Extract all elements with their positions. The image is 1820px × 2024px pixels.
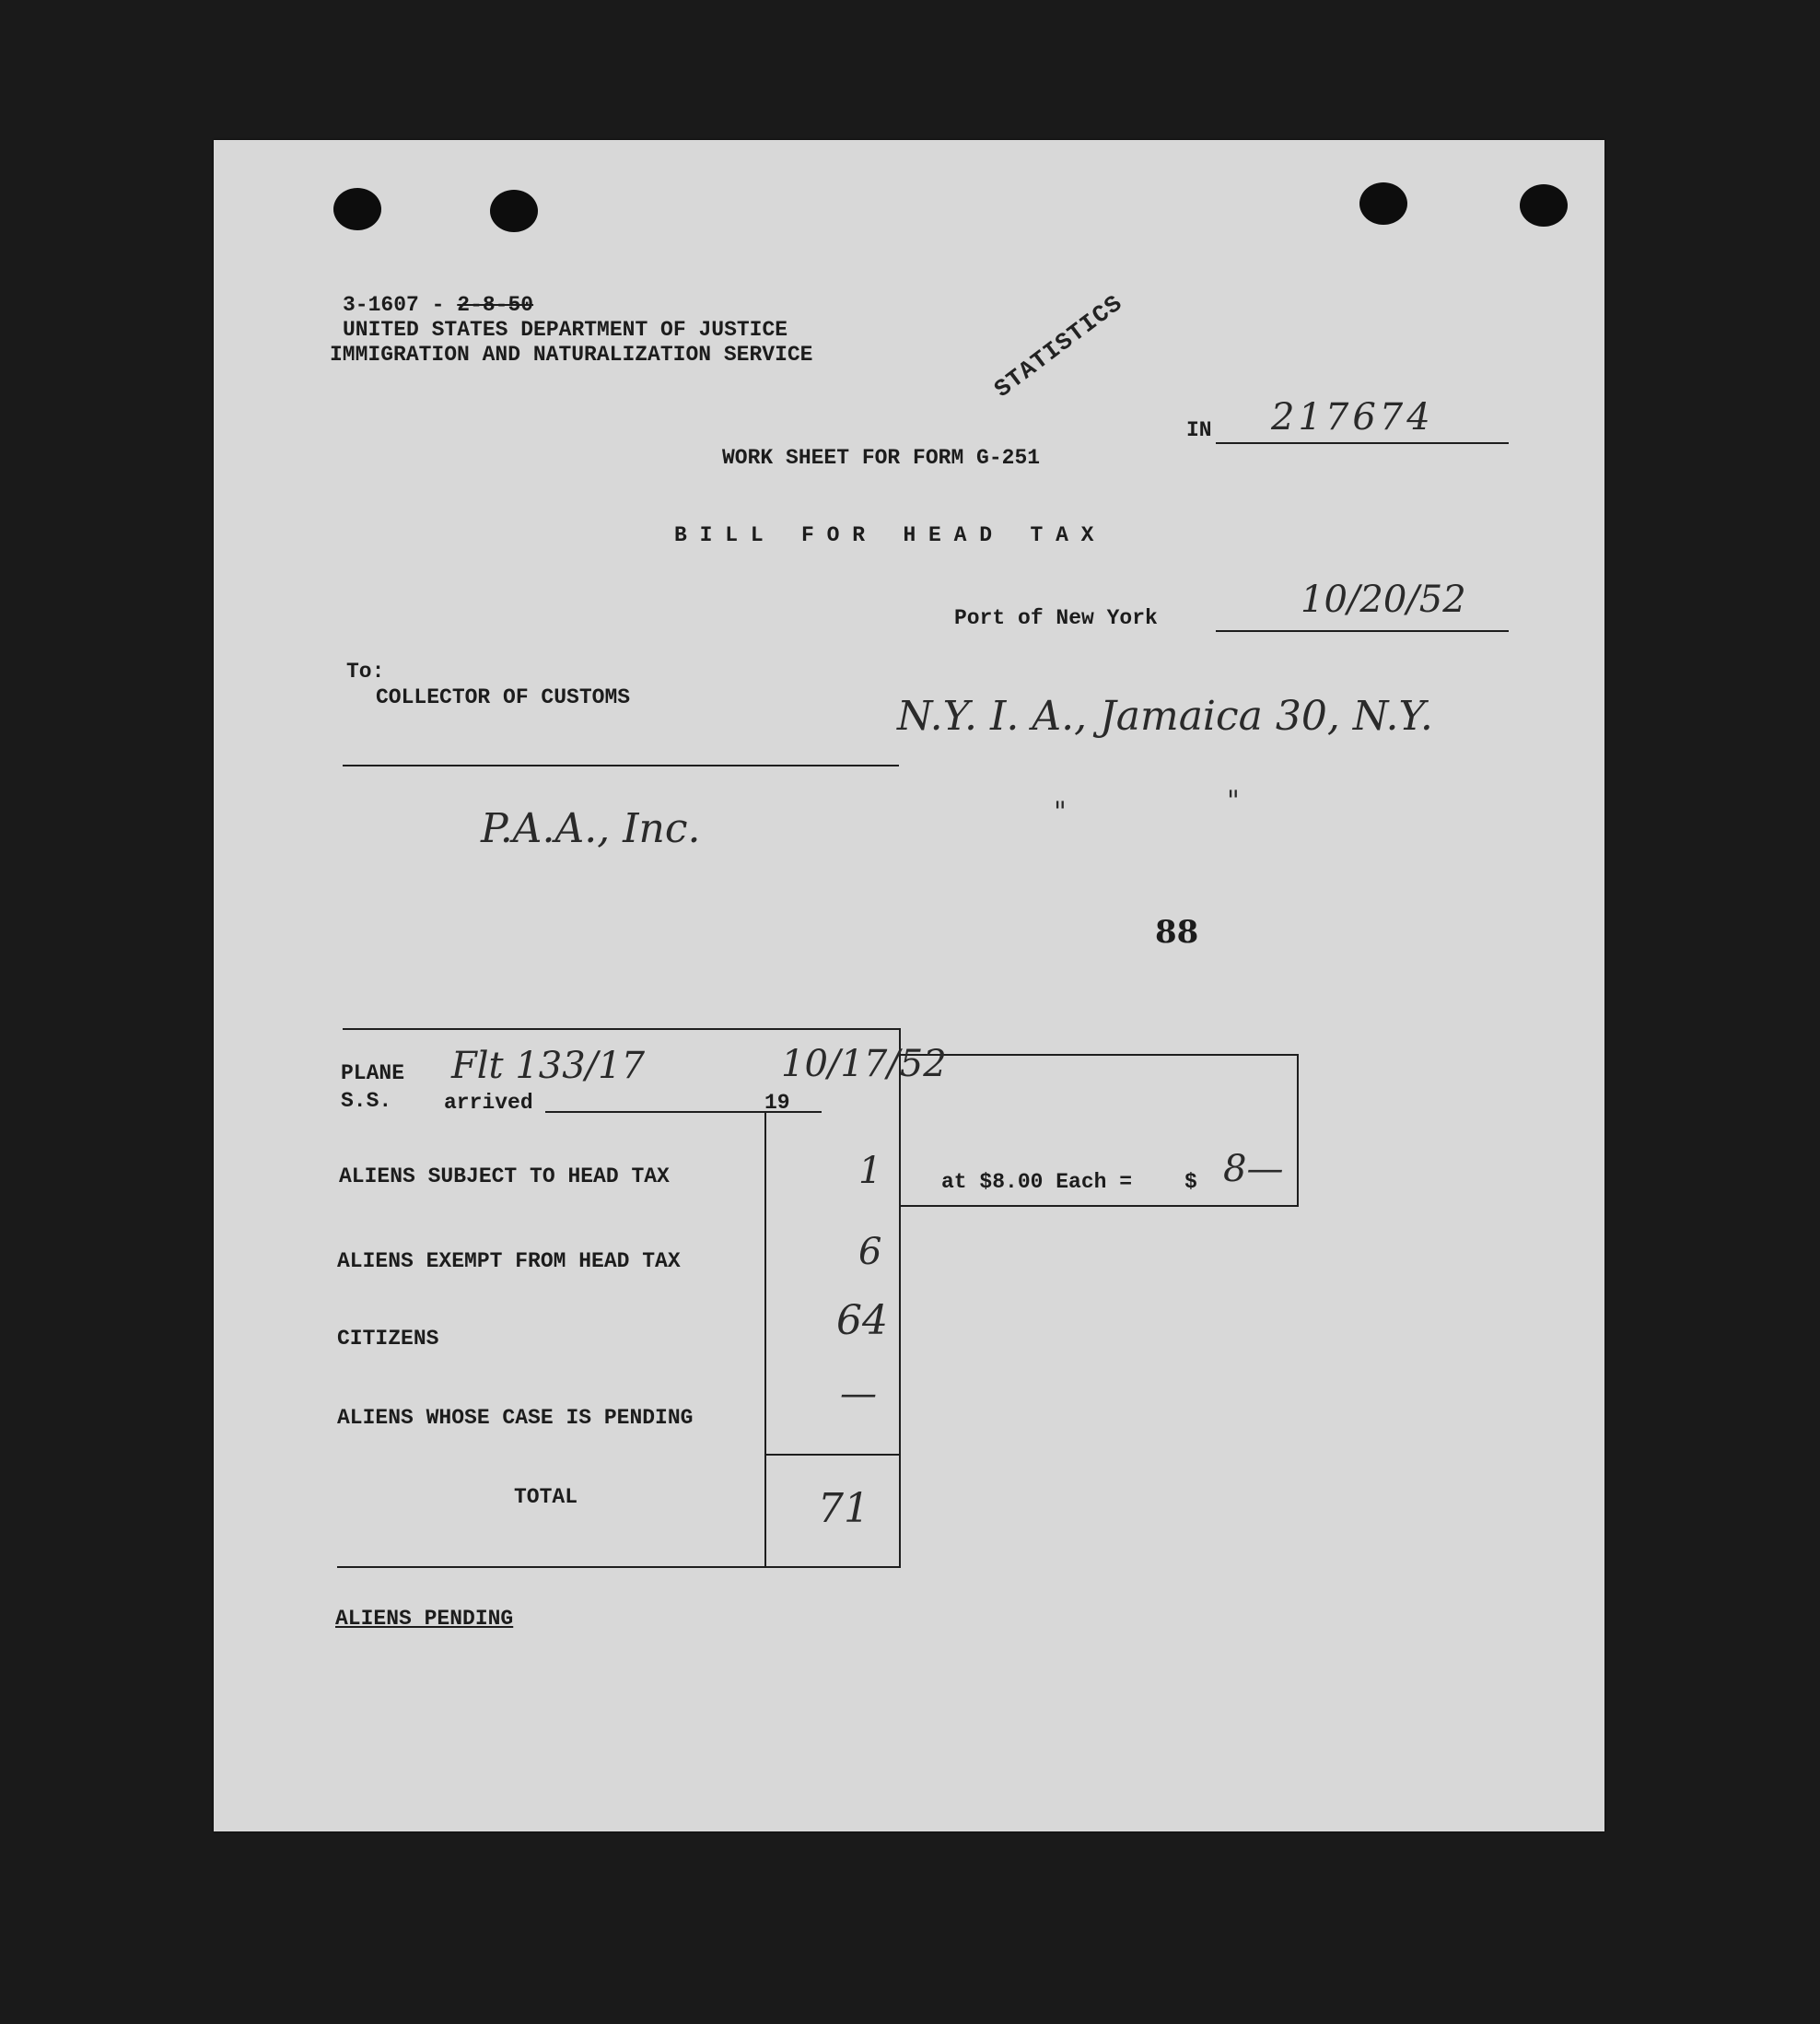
service-name: IMMIGRATION AND NATURALIZATION SERVICE	[330, 343, 813, 367]
in-number: 217674	[1271, 396, 1434, 439]
ss-label: S.S.	[341, 1089, 392, 1113]
recipient-location: N.Y. I. A., Jamaica 30, N.Y.	[897, 693, 1433, 740]
rate-box-right	[1297, 1054, 1299, 1207]
total-value: 71	[818, 1485, 869, 1532]
ditto-mark: "	[1227, 785, 1240, 817]
ditto-mark: "	[1054, 796, 1067, 828]
form-date: 2-8-50	[457, 293, 534, 317]
rate-currency: $	[1184, 1170, 1197, 1194]
port-date: 10/20/52	[1301, 579, 1466, 621]
in-label: IN	[1186, 418, 1212, 442]
form-number: 3-1607 - 2-8-50	[343, 293, 534, 317]
subject-value: 1	[858, 1150, 882, 1192]
punch-hole	[1359, 182, 1407, 225]
flight-number: Flt 133/17	[451, 1045, 646, 1087]
form-title: WORK SHEET FOR FORM G-251	[722, 446, 1041, 470]
arrival-date: 10/17/52	[781, 1043, 947, 1085]
department-name: UNITED STATES DEPARTMENT OF JUSTICE	[343, 318, 788, 342]
punch-hole	[490, 190, 538, 232]
value-column-border	[764, 1111, 766, 1568]
in-number-underline	[1216, 442, 1509, 444]
rate-box-top	[901, 1054, 1299, 1056]
port-label: Port of New York	[954, 606, 1158, 630]
document-page	[214, 140, 1604, 1831]
statistics-stamp: STATISTICS	[989, 289, 1128, 404]
rate-label: at $8.00 Each =	[941, 1170, 1133, 1194]
total-separator	[764, 1454, 901, 1456]
rate-box-bottom	[901, 1205, 1299, 1207]
citizens-value: 64	[836, 1297, 888, 1344]
table-right-border	[899, 1028, 901, 1568]
citizens-label: CITIZENS	[337, 1327, 439, 1351]
punch-hole	[1520, 184, 1568, 227]
table-bottom-border	[337, 1566, 901, 1568]
recipient-name: COLLECTOR OF CUSTOMS	[376, 685, 631, 709]
carrier-name: P.A.A., Inc.	[481, 805, 701, 852]
year-prefix: 19	[764, 1091, 790, 1115]
punch-hole	[333, 188, 381, 230]
exempt-label: ALIENS EXEMPT FROM HEAD TAX	[337, 1249, 681, 1273]
to-label: To:	[346, 660, 385, 684]
arrived-label: arrived	[444, 1091, 533, 1115]
plane-label: PLANE	[341, 1061, 405, 1085]
rate-amount: 8—	[1223, 1148, 1284, 1190]
pending-value: —	[840, 1373, 877, 1415]
bill-title: B I L L F O R H E A D T A X	[674, 523, 1094, 547]
subject-label: ALIENS SUBJECT TO HEAD TAX	[339, 1164, 670, 1188]
total-label: TOTAL	[514, 1485, 578, 1509]
exempt-value: 6	[858, 1231, 882, 1273]
page-number: 88	[1155, 914, 1199, 951]
table-top-border	[343, 1028, 901, 1030]
pending-label: ALIENS WHOSE CASE IS PENDING	[337, 1406, 694, 1430]
port-date-underline	[1216, 630, 1509, 632]
recipient-underline	[343, 765, 899, 766]
aliens-pending-heading: ALIENS PENDING	[335, 1607, 514, 1631]
